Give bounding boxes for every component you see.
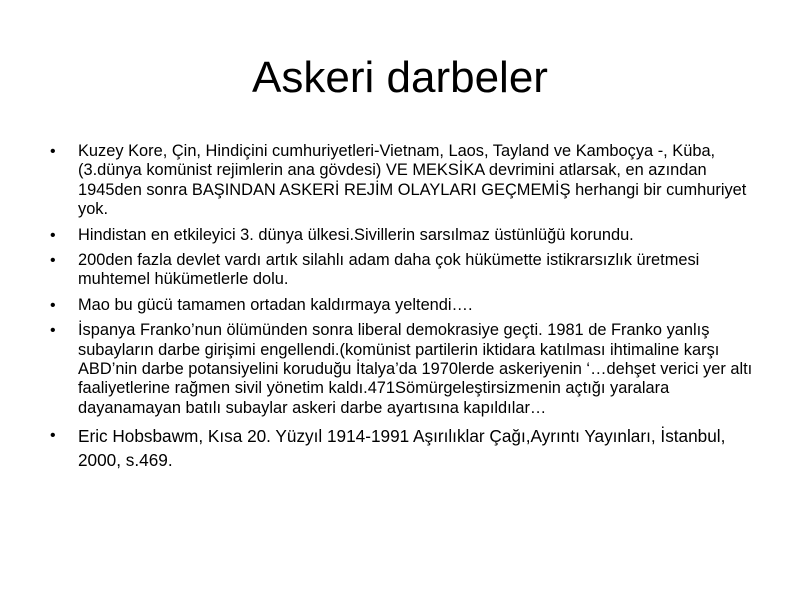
list-item bbox=[46, 142, 762, 220]
bullet-icon: • bbox=[50, 226, 56, 244]
list-item bbox=[46, 424, 762, 472]
bullet-text: İspanya Franko’nun ölümünden sonra liberal demokrasiye geçti. 1981 de Franko yanlış subayların darbe girişimi engellendi.(komünist partilerin iktidara katılması ihtimaline karşı ABD’nin darbe potansiyelini koruduğu İtalya’da 1970lerde askeriyenin ‘…dehşet verici yer altı faaliyetlerine rağmen sivil yönetim kaldı.471Sömürgeleştirsizmenin açtığı yaralara dayanamayan batılı subaylar askeri darbe ayartısına kapıldılar… bbox=[78, 321, 753, 417]
bullet-icon: • bbox=[50, 322, 56, 340]
bullet-text: Hindistan en etkileyici 3. dünya ülkesi.Sivillerin sarsılmaz üstünlüğü korundu. bbox=[78, 225, 634, 244]
bullet-icon: • bbox=[50, 143, 56, 160]
bullet-text: Eric Hobsbawm, Kısa 20. Yüzyıl 1914-1991 Aşırılıklar Çağı,Ayrıntı Yayınları, İstanbul, 2000, s.469. bbox=[78, 426, 726, 471]
slide-title: Askeri darbeler bbox=[252, 53, 548, 102]
bullet-text: Kuzey Kore, Çin, Hindiçini cumhuriyetleri-Vietnam, Laos, Tayland ve Kamboçya -, Küba, (3.dünya komünist rejimlerin ana gövdesi) VE MEKSİKA devrimini atlarsak, en azından 1945den sonra BAŞINDAN ASKERİ REJİM OLAYLARI GEÇMEMİŞ herhangi bir cumhuriyet yok. bbox=[78, 142, 747, 219]
bullet-icon: • bbox=[50, 252, 56, 270]
bullet-list bbox=[46, 142, 762, 478]
list-item bbox=[46, 321, 762, 418]
bullet-text: Mao bu gücü tamamen ortadan kaldırmaya yeltendi…. bbox=[78, 295, 473, 314]
list-item bbox=[46, 226, 762, 245]
bullet-icon: • bbox=[50, 427, 56, 445]
list-item bbox=[46, 296, 762, 315]
list-item bbox=[46, 251, 762, 290]
bullet-text: 200den fazla devlet vardı artık silahlı adam daha çok hükümette istikrarsızlık üretmesi muhtemel hükümetlerle dolu. bbox=[78, 251, 700, 289]
bullet-icon: • bbox=[50, 296, 56, 314]
